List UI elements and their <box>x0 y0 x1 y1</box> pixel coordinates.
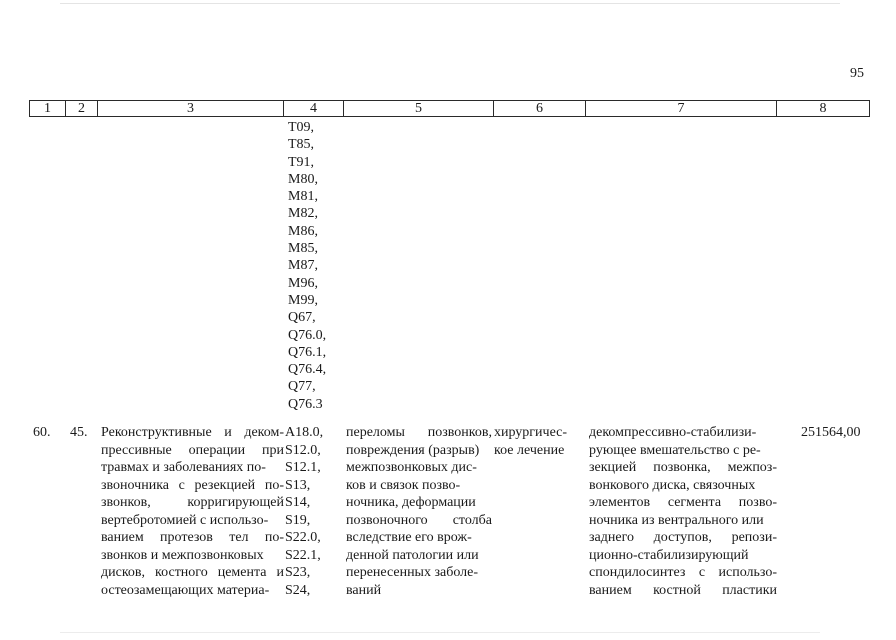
description-line: травмах и заболеваниях по- <box>101 460 266 475</box>
code-item: S23, <box>285 565 311 580</box>
description-line: остеозамещающих материа- <box>101 582 270 598</box>
condition-line: перенесенных заболе- <box>346 565 479 580</box>
description-line: прессивные операции при <box>101 442 284 458</box>
code-item: T09, <box>288 120 315 135</box>
method-line: элементов сегмента позво- <box>589 495 777 510</box>
continued-codes-list <box>288 119 326 413</box>
condition-line: переломы позвонков, <box>346 425 492 440</box>
condition-line: ночника, деформации <box>346 495 476 510</box>
condition-line: позвоночного столба <box>346 512 492 528</box>
header-col-7: 7 <box>586 101 777 117</box>
condition-line: ков и связок позво- <box>346 477 461 493</box>
header-col-4: 4 <box>284 101 344 117</box>
method-line: спондилосинтез с использо- <box>589 565 777 580</box>
code-item: M81, <box>288 189 318 205</box>
scan-artifact-bottom <box>60 632 820 633</box>
condition-line: вследствие его врож- <box>346 530 472 545</box>
code-item: S19, <box>285 512 311 528</box>
code-item: S14, <box>285 495 311 510</box>
row-number: 60. <box>33 425 51 440</box>
code-item: M86, <box>288 223 318 239</box>
description-line: вертебротомией с использо- <box>101 512 269 528</box>
code-item: S24, <box>285 582 311 598</box>
code-item: Q76.3 <box>288 396 323 412</box>
condition-line: ваний <box>346 582 382 598</box>
code-item: T91, <box>288 154 315 170</box>
code-item: S12.0, <box>285 442 321 458</box>
condition-line: повреждения (разрыв) <box>346 442 480 458</box>
description-line: Реконструктивные и деком- <box>101 425 284 440</box>
code-item: S12.1, <box>285 460 321 475</box>
description-line: дисков, костного цемента и <box>101 565 284 580</box>
treatment-line: хирургичес- <box>494 425 568 440</box>
cost-value: 251564,00 <box>801 425 861 440</box>
code-item: Q77, <box>288 379 316 395</box>
group-number: 45. <box>70 425 88 440</box>
code-item: S13, <box>285 477 311 493</box>
patient-condition <box>346 424 492 599</box>
method-line: вонкового диска, связочных <box>589 477 756 493</box>
method-line: декомпрессивно-стабилизи- <box>589 425 757 440</box>
description-line: ванием протезов тел по- <box>101 530 284 545</box>
diagnosis-codes <box>285 424 343 599</box>
page-number: 95 <box>850 66 864 81</box>
scan-artifact-top <box>60 3 840 4</box>
description-line: звонков и межпозвонковых <box>101 547 264 563</box>
code-item: M96, <box>288 275 318 291</box>
header-col-3: 3 <box>98 101 284 117</box>
condition-line: денной патологии или <box>346 547 479 563</box>
header-col-5: 5 <box>344 101 494 117</box>
code-item: M80, <box>288 171 318 187</box>
code-item: T85, <box>288 137 315 153</box>
code-item: A18.0, <box>285 425 324 440</box>
column-header-row <box>29 100 870 117</box>
code-item: Q76.0, <box>288 327 327 343</box>
condition-line: межпозвонковых дис- <box>346 460 477 475</box>
method-line: заднего доступов, репози- <box>589 530 777 545</box>
code-item: M99, <box>288 292 318 308</box>
method-line: зекцией позвонка, межпоз- <box>589 460 777 475</box>
header-col-2: 2 <box>66 101 98 117</box>
method-line: рующее вмешательство с ре- <box>589 442 761 458</box>
header-col-6: 6 <box>494 101 586 117</box>
treatment-type <box>494 424 584 459</box>
code-item: S22.0, <box>285 530 321 545</box>
method-line: ночника из вентрального или <box>589 512 764 528</box>
code-item: S22.1, <box>285 547 321 563</box>
code-item: M82, <box>288 206 318 222</box>
description-line: звоночника с резекцией по- <box>101 477 284 493</box>
treatment-line: кое лечение <box>494 442 565 458</box>
code-item: M87, <box>288 258 318 274</box>
procedure-description <box>101 424 284 599</box>
method-line: ванием костной пластики <box>589 582 777 598</box>
treatment-method <box>589 424 777 599</box>
code-item: Q76.1, <box>288 344 327 360</box>
header-col-8: 8 <box>777 101 870 117</box>
code-item: Q76.4, <box>288 362 327 378</box>
code-item: Q67, <box>288 310 316 326</box>
code-item: M85, <box>288 241 318 257</box>
method-line: ционно-стабилизирующий <box>589 547 749 563</box>
description-line: звонков, корригирующей <box>101 495 284 510</box>
header-col-1: 1 <box>30 101 66 117</box>
